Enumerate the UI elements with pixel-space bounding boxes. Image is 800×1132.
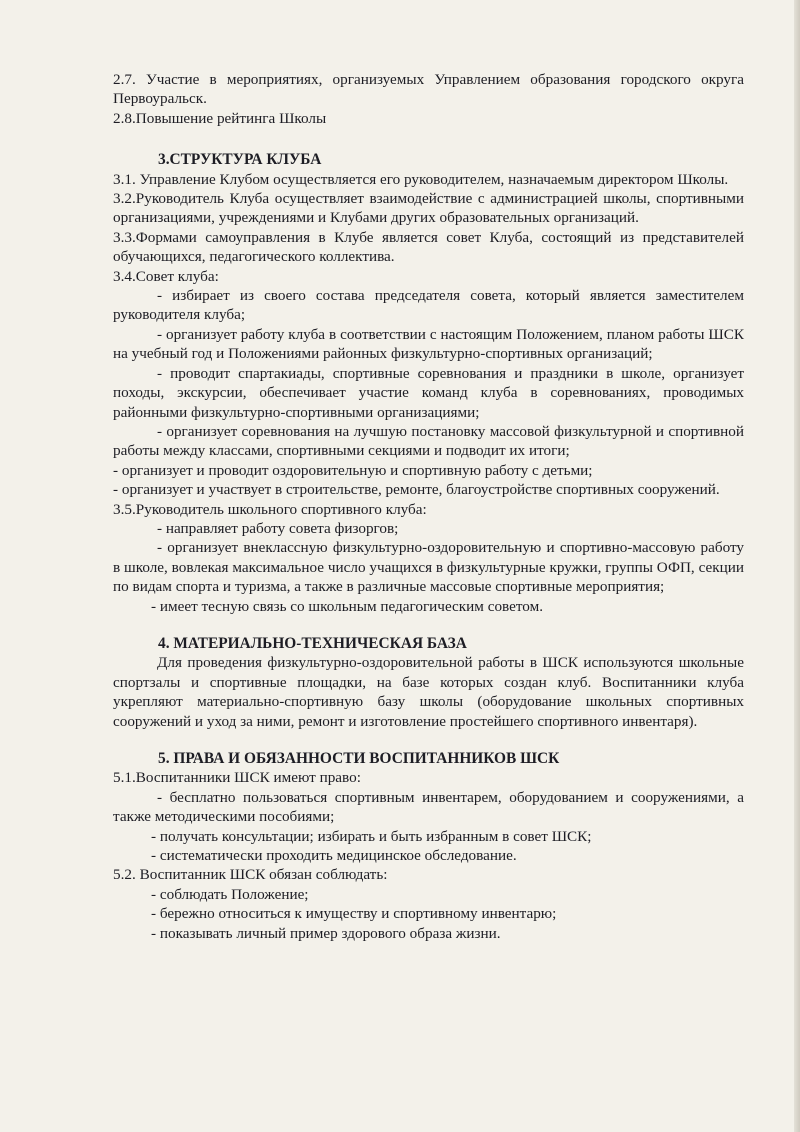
item-2-8: 2.8.Повышение рейтинга Школы	[113, 109, 327, 127]
council-duty-5: - организует и проводит оздоровительную и спортивную работу с детьми;	[113, 461, 593, 479]
item-3-3: 3.3.Формами самоуправления в Клубе является совет Клуба, состоящий из представителей обучающихся, педагогического коллектива.	[113, 228, 744, 266]
page-edge	[794, 0, 800, 1132]
item-3-4: 3.4.Совет клуба:	[113, 267, 219, 285]
head-duty-2: - организует внеклассную физкультурно-оздоровительную и спортивно-массовую работу в школе, вовлекая максимальное число учащихся в физкультурные кружки, группы ОФП, секции по видам спорта и туризма, а также в различные массовые спортивные мероприятия;	[113, 539, 744, 596]
obligation-2: - бережно относиться к имуществу и спортивному инвентарю;	[151, 905, 557, 923]
right-2: - получать консультации; избирать и быть избранным в совет ШСК;	[151, 827, 592, 845]
section-5-heading: 5. ПРАВА И ОБЯЗАННОСТИ ВОСПИТАННИКОВ ШСК	[158, 750, 560, 767]
head-duty-3: - имеет тесную связь со школьным педагогическим советом.	[151, 597, 544, 615]
item-5-2: 5.2. Воспитанник ШСК обязан соблюдать:	[113, 866, 388, 884]
section-3-heading: 3.СТРУКТУРА КЛУБА	[158, 151, 322, 169]
council-duty-6: - организует и участвует в строительстве, ремонте, благоустройстве спортивных сооружений.	[113, 481, 720, 499]
section-4-body: Для проведения физкультурно-оздоровительной работы в ШСК используются школьные спортзалы и спортивные площадки, на базе которых создан клуб. Воспитанники клуба укрепляют материально-спортивную базу школы (оборудование школьных спортивных сооружений и уход за ними, ремонт и изготовление простейшего спортивного инвентаря).	[113, 654, 744, 730]
council-duty-2: - организует работу клуба в соответствии с настоящим Положением, планом работы ШСК на учебный год и Положениями районных физкультурно-спортивных организаций;	[113, 325, 744, 363]
item-3-1: 3.1. Управление Клубом осуществляется его руководителем, назначаемым директором Школы.	[113, 170, 729, 188]
item-5-1: 5.1.Воспитанники ШСК имеют право:	[113, 769, 361, 787]
council-duty-3: - проводит спартакиады, спортивные соревнования и праздники в школе, организует походы, экскурсии, обеспечивает участие команд клуба в соревнованиях, проводимых районными физкультурно-спортивными организациями;	[113, 364, 744, 421]
council-duty-1: - избирает из своего состава председателя совета, который является заместителем руководителя клуба;	[113, 287, 744, 324]
obligation-1: - соблюдать Положение;	[151, 885, 309, 903]
council-duty-4: - организует соревнования на лучшую постановку массовой физкультурной и спортивной работы между классами, спортивными секциями и подводит их итоги;	[113, 422, 744, 460]
item-2-7: 2.7. Участие в мероприятиях, организуемых Управлением образования городского округа Первоуральск.	[113, 71, 744, 108]
right-3: - систематически проходить медицинское обследование.	[151, 847, 517, 865]
item-3-5: 3.5.Руководитель школьного спортивного клуба:	[113, 500, 427, 518]
right-1: - бесплатно пользоваться спортивным инвентарем, оборудованием и сооружениями, а также методическими пособиями;	[113, 788, 744, 826]
section-4-heading: 4. МАТЕРИАЛЬНО-ТЕХНИЧЕСКАЯ БАЗА	[158, 634, 467, 652]
head-duty-1: - направляет работу совета физоргов;	[157, 519, 399, 537]
obligation-3: - показывать личный пример здорового образа жизни.	[151, 924, 501, 942]
item-3-2: 3.2.Руководитель Клуба осуществляет взаимодействие с администрацией школы, спортивными организациями, учреждениями и Клубами других образовательных организаций.	[113, 190, 744, 227]
